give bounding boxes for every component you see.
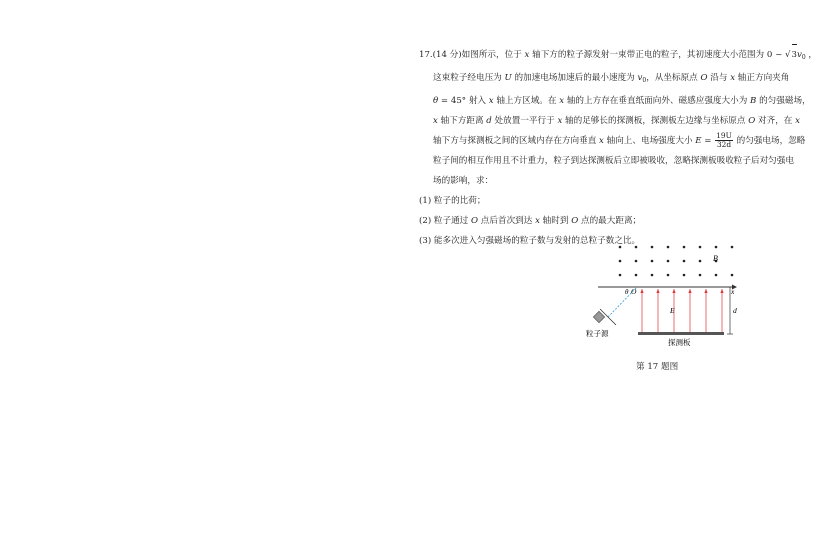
field-line-arrow (672, 289, 675, 293)
field-dot (715, 274, 718, 277)
text-span: 的加速电场加速后的最小速度为 (511, 73, 638, 83)
var-x: x (557, 116, 563, 126)
text-span: ，从坐标原点 (646, 73, 701, 83)
sqrt-value: 3 (792, 44, 797, 65)
field-line-arrow (704, 289, 707, 293)
field-dot (651, 260, 654, 263)
var-x: x (433, 116, 438, 126)
subscript: 0 (801, 54, 806, 61)
problem-score: (14 分) (432, 50, 462, 60)
detector-plate (638, 332, 724, 335)
field-dot (699, 260, 702, 263)
field-dot (699, 246, 702, 249)
label-theta: θ (625, 288, 629, 296)
text-span: 对齐，在 (755, 116, 796, 126)
sqrt-sign: √ (785, 50, 791, 60)
fraction-E (715, 132, 733, 149)
var-x: x (599, 136, 604, 146)
label-particle-source: 粒子源 (586, 329, 609, 338)
problem-number: 17. (419, 50, 433, 60)
question-3: (3) 能多次进入匀强磁场的粒子数与发射的总粒子数之比。 (419, 236, 641, 246)
text-span: 轴下方与探测板之间的区域内存在方向垂直 (433, 136, 600, 146)
field-line-arrow (688, 289, 691, 293)
var-B: B (750, 96, 757, 106)
field-dot (731, 274, 734, 277)
text-span: = (701, 136, 715, 146)
problem-line-3 (419, 91, 811, 111)
question-2 (419, 211, 789, 231)
text-span: 轴的上方存在垂直纸面向外、磁感应强度大小为 (564, 96, 751, 106)
field-dot (731, 246, 734, 249)
text-span: 轴时到 (539, 216, 572, 226)
label-x: x (731, 287, 735, 296)
text-span: 轴向上、电场强度大小 (603, 136, 696, 146)
subscript: 0 (642, 77, 647, 84)
text-span: 沿与 (707, 73, 731, 83)
var-O: O (571, 216, 579, 226)
field-dot (635, 274, 638, 277)
text-span: 如图所示，位于 (461, 50, 525, 60)
var-O: O (748, 116, 756, 126)
field-dot (683, 274, 686, 277)
field-dot (619, 246, 622, 249)
var-x: x (535, 216, 540, 226)
fraction-denominator: 32d (716, 140, 732, 149)
text-span: 轴下方的粒子源发射一束带正电的粒子，其初速度大小范围为 0 ~ (529, 50, 786, 60)
problem-line-7: 场的影响，求： (433, 176, 494, 186)
field-dot (715, 246, 718, 249)
text-span: 处放置一平行于 (491, 116, 558, 126)
text-span: 的匀强磁场， (756, 96, 811, 106)
field-dot (651, 246, 654, 249)
field-line-arrow (640, 289, 643, 293)
field-dot (619, 260, 622, 263)
label-detector-plate: 探测板 (668, 338, 691, 347)
problem-line-5 (419, 131, 806, 151)
var-theta: θ (433, 96, 439, 106)
label-O: O (631, 287, 637, 296)
field-dot (619, 274, 622, 277)
problem-line-1 (419, 44, 817, 68)
field-dot (667, 274, 670, 277)
var-x: x (488, 96, 494, 106)
field-line-arrow (656, 289, 659, 293)
text-span: 轴正方向夹角 (735, 73, 790, 83)
problem-line-6: 粒子间的相互作用且不计重力，粒子到达探测板后立即被吸收，忽略探测板吸收粒子后对匀强电 (433, 156, 794, 166)
figure-caption: 第 17 题图 (636, 362, 679, 372)
label-B: B (713, 254, 718, 263)
text-span: 轴的足够长的探测板，探测板左边缘与坐标原点 (562, 116, 749, 126)
var-x: x (559, 96, 565, 106)
question-1: (1) 粒子的比荷； (419, 196, 486, 206)
var-E: E (695, 136, 702, 146)
var-O: O (471, 216, 479, 226)
var-d: d (486, 116, 492, 126)
field-dot (651, 274, 654, 277)
var-O: O (700, 73, 708, 83)
fraction-numerator: 19U (716, 131, 732, 140)
field-dot (667, 246, 670, 249)
text-span: 点后首次到达 (478, 216, 536, 226)
var-v: v (796, 50, 802, 60)
text-span: 这束粒子经电压为 (433, 73, 505, 83)
text-span: 轴下方距离 (437, 116, 487, 126)
label-d: d (733, 306, 737, 315)
electric-field-lines (640, 289, 723, 332)
var-x: x (524, 50, 530, 60)
text-span: (2) 粒子通过 (419, 216, 472, 226)
var-x: x (730, 73, 736, 83)
field-dot (635, 260, 638, 263)
text-span: ， (805, 50, 817, 60)
text-span: 轴上方区域。在 (493, 96, 560, 106)
problem-line-2 (419, 68, 789, 91)
field-line-arrow (720, 289, 723, 293)
field-dot (667, 260, 670, 263)
problem-line-4 (419, 111, 800, 131)
var-x: x (795, 116, 800, 126)
var-v: v (637, 73, 643, 83)
text-span: 点的最大距离； (578, 216, 642, 226)
particle-source (593, 311, 604, 322)
field-dot (683, 260, 686, 263)
label-E: E (670, 306, 675, 315)
field-dot (699, 274, 702, 277)
var-U: U (504, 73, 512, 83)
field-dot (635, 246, 638, 249)
text-span: 的匀强电场，忽略 (733, 136, 806, 146)
problem-17 (419, 44, 817, 251)
problem-figure (580, 237, 750, 355)
field-dot (683, 246, 686, 249)
text-span: = 45° 射入 (438, 96, 489, 106)
